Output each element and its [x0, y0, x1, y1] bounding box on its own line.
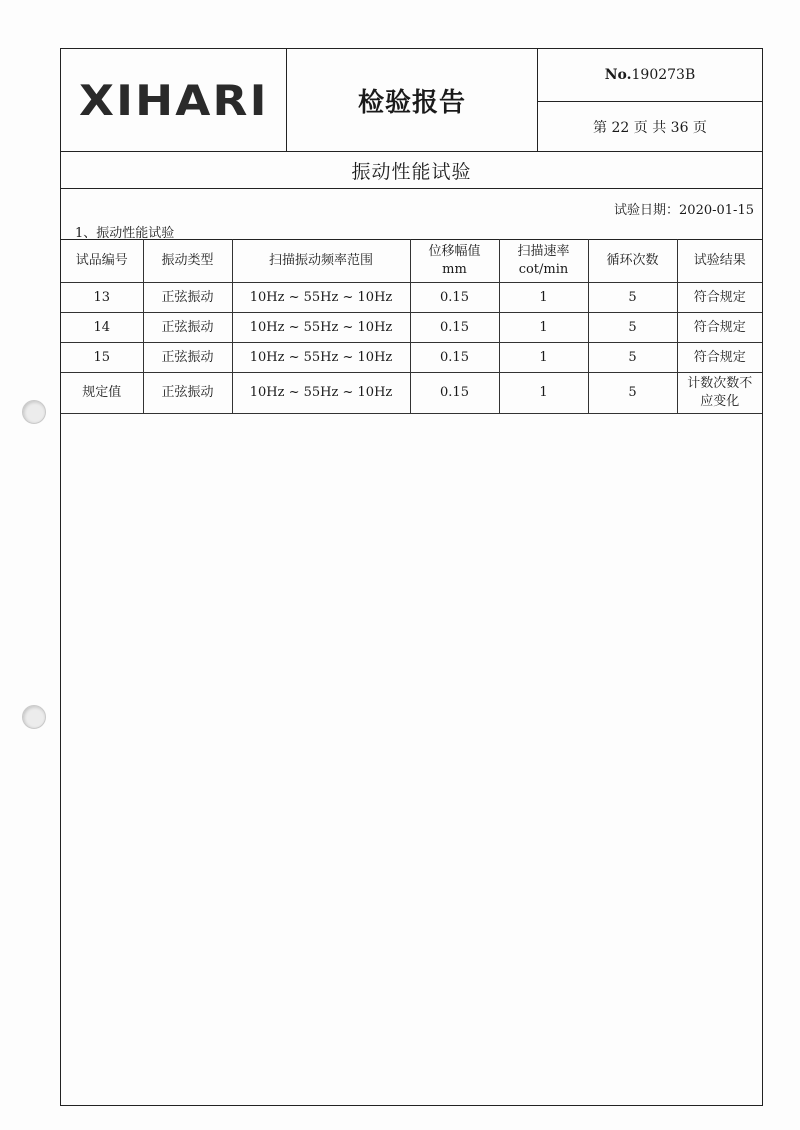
report-page-frame [60, 48, 763, 1106]
test-result: 符合规定 [677, 283, 762, 313]
column-header: 位移幅值 mm [410, 240, 499, 283]
amplitude: 0.15 [410, 283, 499, 313]
report-title: 检验报告 [357, 87, 466, 118]
table-row [61, 343, 762, 373]
report-number-value: 190273B [631, 67, 696, 83]
column-header: 试验结果 [677, 240, 762, 283]
spec-row [61, 373, 762, 414]
subsection-title: 1、振动性能试验 [75, 226, 175, 241]
binder-hole-top [22, 400, 46, 424]
vibration-type: 正弦振动 [143, 313, 232, 343]
amplitude: 0.15 [410, 343, 499, 373]
spec-label: 规定值 [61, 373, 143, 414]
report-header [61, 49, 762, 152]
column-header: 扫描振动频率范围 [232, 240, 410, 283]
info-cell [538, 49, 762, 151]
sweep-rate: 1 [499, 313, 588, 343]
frequency-range: 10Hz ~ 55Hz ~ 10Hz [232, 283, 410, 313]
binder-hole-bottom [22, 705, 46, 729]
cycle-count: 5 [588, 373, 677, 414]
sample-id: 15 [61, 343, 143, 373]
spec-result: 计数次数不 应变化 [677, 373, 762, 414]
sweep-rate: 1 [499, 343, 588, 373]
test-result: 符合规定 [677, 343, 762, 373]
sweep-rate: 1 [499, 373, 588, 414]
logo-cell [61, 49, 287, 151]
sample-id: 14 [61, 313, 143, 343]
cycle-count: 5 [588, 313, 677, 343]
column-header: 循环次数 [588, 240, 677, 283]
table-row [61, 283, 762, 313]
column-header: 扫描速率 cot/min [499, 240, 588, 283]
amplitude: 0.15 [410, 313, 499, 343]
test-result: 符合规定 [677, 313, 762, 343]
report-number-label: No. [604, 67, 632, 83]
sample-id: 13 [61, 283, 143, 313]
cycle-count: 5 [588, 283, 677, 313]
table-header-row [61, 240, 762, 283]
table-row [61, 313, 762, 343]
vibration-type: 正弦振动 [143, 373, 232, 414]
page-info: 第 22 页 共 36 页 [593, 119, 707, 136]
company-logo: XIHARI [78, 75, 269, 125]
column-header: 试品编号 [61, 240, 143, 283]
section-title: 振动性能试验 [61, 152, 762, 189]
title-cell [287, 49, 538, 151]
sweep-rate: 1 [499, 283, 588, 313]
frequency-range: 10Hz ~ 55Hz ~ 10Hz [232, 313, 410, 343]
frequency-range: 10Hz ~ 55Hz ~ 10Hz [232, 373, 410, 414]
test-date: 试验日期：2020-01-15 [614, 203, 754, 218]
column-header: 振动类型 [143, 240, 232, 283]
report-number [538, 49, 762, 102]
vibration-type: 正弦振动 [143, 283, 232, 313]
amplitude: 0.15 [410, 373, 499, 414]
frequency-range: 10Hz ~ 55Hz ~ 10Hz [232, 343, 410, 373]
vibration-results-table [61, 239, 762, 414]
cycle-count: 5 [588, 343, 677, 373]
vibration-type: 正弦振动 [143, 343, 232, 373]
